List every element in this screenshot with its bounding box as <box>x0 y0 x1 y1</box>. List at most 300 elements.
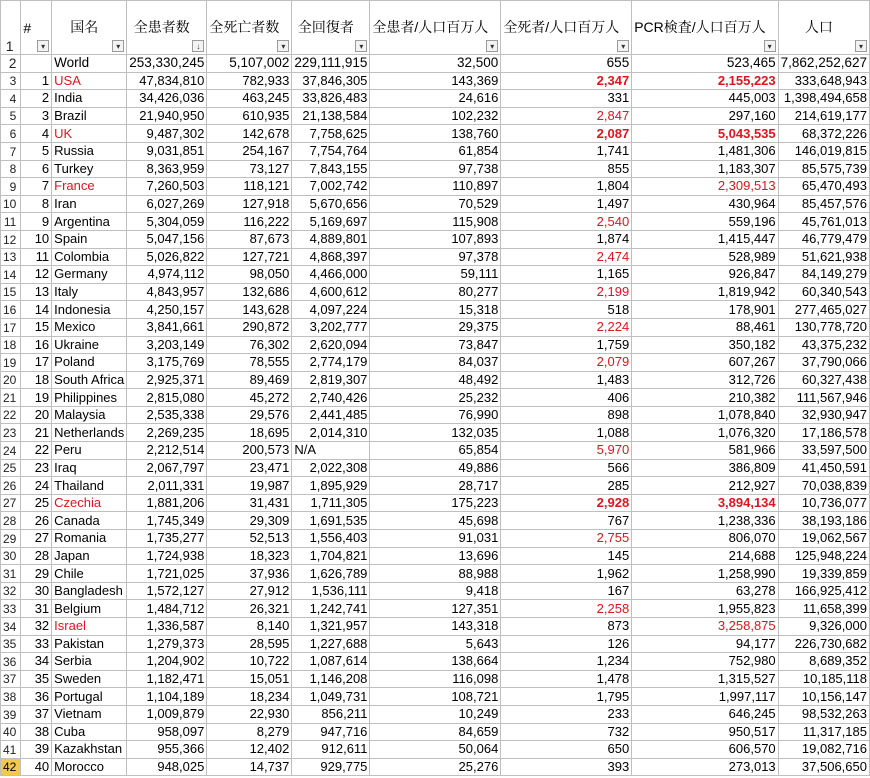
cell-cases-per-million[interactable]: 143,318 <box>370 618 501 636</box>
cell-pcr-per-million[interactable]: 178,901 <box>632 301 778 319</box>
cell-deaths-per-million[interactable]: 331 <box>501 90 632 108</box>
filter-dropdown-icon[interactable]: ▾ <box>764 40 776 52</box>
cell-deaths-per-million[interactable]: 126 <box>501 635 632 653</box>
cell-population[interactable]: 70,038,839 <box>778 477 869 495</box>
filter-dropdown-icon[interactable]: ▾ <box>617 40 629 52</box>
cell-total-recovered[interactable]: 856,211 <box>292 705 370 723</box>
cell-total-recovered[interactable]: 4,097,224 <box>292 301 370 319</box>
cell-total-recovered[interactable]: 2,014,310 <box>292 424 370 442</box>
cell-total-deaths[interactable]: 22,930 <box>207 705 292 723</box>
cell-deaths-per-million[interactable]: 566 <box>501 459 632 477</box>
cell-population[interactable]: 146,019,815 <box>778 142 869 160</box>
column-header-total-cases[interactable] <box>127 1 207 55</box>
cell-rank[interactable]: 20 <box>21 406 52 424</box>
cell-deaths-per-million[interactable]: 2,347 <box>501 72 632 90</box>
cell-total-recovered[interactable]: 3,202,777 <box>292 318 370 336</box>
cell-deaths-per-million[interactable]: 898 <box>501 406 632 424</box>
cell-country[interactable]: Romania <box>52 530 127 548</box>
column-header-pcr-per-million[interactable] <box>632 1 778 55</box>
cell-rank[interactable]: 1 <box>21 72 52 90</box>
cell-total-deaths[interactable]: 29,309 <box>207 512 292 530</box>
cell-rank[interactable]: 16 <box>21 336 52 354</box>
cell-deaths-per-million[interactable]: 2,087 <box>501 125 632 143</box>
cell-total-recovered[interactable]: 7,754,764 <box>292 142 370 160</box>
cell-pcr-per-million[interactable]: 312,726 <box>632 371 778 389</box>
row-header[interactable]: 31 <box>1 565 21 583</box>
cell-total-deaths[interactable]: 290,872 <box>207 318 292 336</box>
cell-pcr-per-million[interactable]: 752,980 <box>632 653 778 671</box>
cell-total-deaths[interactable]: 12,402 <box>207 741 292 759</box>
cell-country[interactable]: Morocco <box>52 758 127 776</box>
cell-pcr-per-million[interactable]: 3,258,875 <box>632 618 778 636</box>
cell-cases-per-million[interactable]: 138,760 <box>370 125 501 143</box>
cell-total-deaths[interactable]: 5,107,002 <box>207 55 292 73</box>
cell-total-cases[interactable]: 1,182,471 <box>127 670 207 688</box>
cell-total-cases[interactable]: 1,745,349 <box>127 512 207 530</box>
cell-cases-per-million[interactable]: 45,698 <box>370 512 501 530</box>
cell-deaths-per-million[interactable]: 2,199 <box>501 283 632 301</box>
cell-cases-per-million[interactable]: 97,738 <box>370 160 501 178</box>
cell-cases-per-million[interactable]: 84,037 <box>370 354 501 372</box>
cell-total-cases[interactable]: 4,250,157 <box>127 301 207 319</box>
cell-cases-per-million[interactable]: 25,276 <box>370 758 501 776</box>
cell-total-deaths[interactable]: 78,555 <box>207 354 292 372</box>
cell-pcr-per-million[interactable]: 1,076,320 <box>632 424 778 442</box>
cell-population[interactable]: 10,185,118 <box>778 670 869 688</box>
cell-total-deaths[interactable]: 10,722 <box>207 653 292 671</box>
cell-deaths-per-million[interactable]: 1,759 <box>501 336 632 354</box>
cell-country[interactable]: UK <box>52 125 127 143</box>
cell-rank[interactable]: 4 <box>21 125 52 143</box>
cell-total-deaths[interactable]: 76,302 <box>207 336 292 354</box>
cell-cases-per-million[interactable]: 107,893 <box>370 230 501 248</box>
column-header-deaths-per-million[interactable] <box>501 1 632 55</box>
cell-total-recovered[interactable]: 2,740,426 <box>292 389 370 407</box>
cell-country[interactable]: Spain <box>52 230 127 248</box>
cell-country[interactable]: Serbia <box>52 653 127 671</box>
cell-rank[interactable]: 31 <box>21 600 52 618</box>
cell-total-recovered[interactable]: 1,087,614 <box>292 653 370 671</box>
cell-pcr-per-million[interactable]: 445,003 <box>632 90 778 108</box>
cell-pcr-per-million[interactable]: 607,267 <box>632 354 778 372</box>
cell-rank[interactable]: 26 <box>21 512 52 530</box>
cell-deaths-per-million[interactable]: 1,804 <box>501 178 632 196</box>
cell-country[interactable]: Indonesia <box>52 301 127 319</box>
cell-total-cases[interactable]: 4,843,957 <box>127 283 207 301</box>
cell-deaths-per-million[interactable]: 1,874 <box>501 230 632 248</box>
cell-total-deaths[interactable]: 37,936 <box>207 565 292 583</box>
cell-country[interactable]: France <box>52 178 127 196</box>
cell-deaths-per-million[interactable]: 167 <box>501 582 632 600</box>
cell-total-deaths[interactable]: 782,933 <box>207 72 292 90</box>
cell-total-recovered[interactable]: 912,611 <box>292 741 370 759</box>
cell-deaths-per-million[interactable]: 393 <box>501 758 632 776</box>
cell-pcr-per-million[interactable]: 559,196 <box>632 213 778 231</box>
cell-pcr-per-million[interactable]: 88,461 <box>632 318 778 336</box>
column-header-rank[interactable] <box>21 1 52 55</box>
cell-pcr-per-million[interactable]: 2,309,513 <box>632 178 778 196</box>
cell-population[interactable]: 11,317,185 <box>778 723 869 741</box>
filter-dropdown-icon[interactable]: ▾ <box>277 40 289 52</box>
cell-deaths-per-million[interactable]: 2,224 <box>501 318 632 336</box>
cell-pcr-per-million[interactable]: 1,238,336 <box>632 512 778 530</box>
cell-cases-per-million[interactable]: 70,529 <box>370 195 501 213</box>
cell-total-recovered[interactable]: 4,466,000 <box>292 266 370 284</box>
row-header[interactable]: 32 <box>1 582 21 600</box>
cell-cases-per-million[interactable]: 50,064 <box>370 741 501 759</box>
cell-cases-per-million[interactable]: 115,908 <box>370 213 501 231</box>
row-header[interactable]: 34 <box>1 618 21 636</box>
cell-pcr-per-million[interactable]: 806,070 <box>632 530 778 548</box>
filter-dropdown-icon[interactable]: ▾ <box>855 40 867 52</box>
cell-rank[interactable]: 5 <box>21 142 52 160</box>
cell-country[interactable]: Italy <box>52 283 127 301</box>
cell-cases-per-million[interactable]: 32,500 <box>370 55 501 73</box>
cell-country[interactable]: Iraq <box>52 459 127 477</box>
cell-deaths-per-million[interactable]: 145 <box>501 547 632 565</box>
cell-deaths-per-million[interactable]: 855 <box>501 160 632 178</box>
cell-pcr-per-million[interactable]: 1,315,527 <box>632 670 778 688</box>
cell-country[interactable]: Poland <box>52 354 127 372</box>
cell-cases-per-million[interactable]: 132,035 <box>370 424 501 442</box>
cell-total-recovered[interactable]: 1,704,821 <box>292 547 370 565</box>
cell-deaths-per-million[interactable]: 1,497 <box>501 195 632 213</box>
cell-rank[interactable]: 8 <box>21 195 52 213</box>
cell-deaths-per-million[interactable]: 1,088 <box>501 424 632 442</box>
cell-population[interactable]: 43,375,232 <box>778 336 869 354</box>
row-header[interactable]: 1 <box>1 1 21 55</box>
row-header[interactable]: 12 <box>1 230 21 248</box>
cell-cases-per-million[interactable]: 97,378 <box>370 248 501 266</box>
cell-country[interactable]: USA <box>52 72 127 90</box>
cell-country[interactable]: Ukraine <box>52 336 127 354</box>
cell-total-deaths[interactable]: 132,686 <box>207 283 292 301</box>
cell-cases-per-million[interactable]: 5,643 <box>370 635 501 653</box>
cell-population[interactable]: 19,082,716 <box>778 741 869 759</box>
cell-deaths-per-million[interactable]: 1,478 <box>501 670 632 688</box>
cell-total-recovered[interactable]: 5,169,697 <box>292 213 370 231</box>
cell-pcr-per-million[interactable]: 581,966 <box>632 442 778 460</box>
cell-cases-per-million[interactable]: 29,375 <box>370 318 501 336</box>
cell-country[interactable]: Brazil <box>52 107 127 125</box>
row-header[interactable]: 25 <box>1 459 21 477</box>
filter-dropdown-icon[interactable]: ▾ <box>355 40 367 52</box>
column-header-country[interactable] <box>52 1 127 55</box>
column-header-total-recovered[interactable] <box>292 1 370 55</box>
cell-total-deaths[interactable]: 118,121 <box>207 178 292 196</box>
cell-total-deaths[interactable]: 8,140 <box>207 618 292 636</box>
sort-descending-icon[interactable]: ↓ <box>192 40 204 52</box>
cell-total-cases[interactable]: 958,097 <box>127 723 207 741</box>
cell-population[interactable]: 41,450,591 <box>778 459 869 477</box>
cell-total-deaths[interactable]: 89,469 <box>207 371 292 389</box>
cell-total-cases[interactable]: 3,203,149 <box>127 336 207 354</box>
row-header[interactable]: 20 <box>1 371 21 389</box>
cell-pcr-per-million[interactable]: 1,997,117 <box>632 688 778 706</box>
cell-total-deaths[interactable]: 18,695 <box>207 424 292 442</box>
cell-cases-per-million[interactable]: 59,111 <box>370 266 501 284</box>
cell-total-cases[interactable]: 1,484,712 <box>127 600 207 618</box>
cell-country[interactable]: Pakistan <box>52 635 127 653</box>
cell-deaths-per-million[interactable]: 1,234 <box>501 653 632 671</box>
cell-country[interactable]: Belgium <box>52 600 127 618</box>
cell-population[interactable]: 1,398,494,658 <box>778 90 869 108</box>
cell-country[interactable]: Mexico <box>52 318 127 336</box>
row-header[interactable]: 9 <box>1 178 21 196</box>
cell-pcr-per-million[interactable]: 1,819,942 <box>632 283 778 301</box>
cell-country[interactable]: Chile <box>52 565 127 583</box>
cell-total-cases[interactable]: 1,881,206 <box>127 494 207 512</box>
row-header[interactable]: 42 <box>1 758 21 776</box>
cell-population[interactable]: 125,948,224 <box>778 547 869 565</box>
cell-rank[interactable]: 2 <box>21 90 52 108</box>
cell-total-recovered[interactable]: 1,691,535 <box>292 512 370 530</box>
cell-total-cases[interactable]: 6,027,269 <box>127 195 207 213</box>
cell-rank[interactable]: 34 <box>21 653 52 671</box>
cell-country[interactable]: India <box>52 90 127 108</box>
cell-deaths-per-million[interactable]: 1,741 <box>501 142 632 160</box>
cell-deaths-per-million[interactable]: 873 <box>501 618 632 636</box>
cell-cases-per-million[interactable]: 49,886 <box>370 459 501 477</box>
cell-deaths-per-million[interactable]: 233 <box>501 705 632 723</box>
row-header[interactable]: 2 <box>1 55 21 73</box>
cell-deaths-per-million[interactable]: 1,483 <box>501 371 632 389</box>
cell-total-cases[interactable]: 3,841,661 <box>127 318 207 336</box>
row-header[interactable]: 22 <box>1 406 21 424</box>
cell-pcr-per-million[interactable]: 926,847 <box>632 266 778 284</box>
cell-total-recovered[interactable]: 1,536,111 <box>292 582 370 600</box>
cell-rank[interactable]: 23 <box>21 459 52 477</box>
column-header-cases-per-million[interactable] <box>370 1 501 55</box>
cell-total-recovered[interactable]: 7,002,742 <box>292 178 370 196</box>
cell-country[interactable]: Turkey <box>52 160 127 178</box>
cell-total-deaths[interactable]: 143,628 <box>207 301 292 319</box>
cell-population[interactable]: 68,372,226 <box>778 125 869 143</box>
cell-total-cases[interactable]: 21,940,950 <box>127 107 207 125</box>
row-header[interactable]: 15 <box>1 283 21 301</box>
row-header[interactable]: 24 <box>1 442 21 460</box>
row-header[interactable]: 21 <box>1 389 21 407</box>
cell-deaths-per-million[interactable]: 518 <box>501 301 632 319</box>
cell-total-deaths[interactable]: 31,431 <box>207 494 292 512</box>
cell-total-cases[interactable]: 2,269,235 <box>127 424 207 442</box>
cell-cases-per-million[interactable]: 110,897 <box>370 178 501 196</box>
cell-total-recovered[interactable]: 7,843,155 <box>292 160 370 178</box>
cell-pcr-per-million[interactable]: 1,415,447 <box>632 230 778 248</box>
row-header[interactable]: 28 <box>1 512 21 530</box>
cell-rank[interactable]: 12 <box>21 266 52 284</box>
cell-cases-per-million[interactable]: 138,664 <box>370 653 501 671</box>
cell-rank[interactable]: 13 <box>21 283 52 301</box>
cell-rank[interactable]: 7 <box>21 178 52 196</box>
cell-total-deaths[interactable]: 610,935 <box>207 107 292 125</box>
cell-deaths-per-million[interactable]: 767 <box>501 512 632 530</box>
cell-pcr-per-million[interactable]: 646,245 <box>632 705 778 723</box>
cell-pcr-per-million[interactable]: 210,382 <box>632 389 778 407</box>
cell-total-recovered[interactable]: 4,889,801 <box>292 230 370 248</box>
cell-total-cases[interactable]: 9,031,851 <box>127 142 207 160</box>
cell-population[interactable]: 10,736,077 <box>778 494 869 512</box>
cell-cases-per-million[interactable]: 65,854 <box>370 442 501 460</box>
cell-total-deaths[interactable]: 19,987 <box>207 477 292 495</box>
cell-total-deaths[interactable]: 98,050 <box>207 266 292 284</box>
cell-total-cases[interactable]: 9,487,302 <box>127 125 207 143</box>
row-header[interactable]: 14 <box>1 266 21 284</box>
row-header[interactable]: 13 <box>1 248 21 266</box>
cell-population[interactable]: 85,575,739 <box>778 160 869 178</box>
cell-country[interactable]: Israel <box>52 618 127 636</box>
cell-pcr-per-million[interactable]: 350,182 <box>632 336 778 354</box>
cell-total-cases[interactable]: 1,009,879 <box>127 705 207 723</box>
cell-total-cases[interactable]: 2,535,338 <box>127 406 207 424</box>
cell-cases-per-million[interactable]: 175,223 <box>370 494 501 512</box>
cell-cases-per-million[interactable]: 80,277 <box>370 283 501 301</box>
cell-population[interactable]: 65,470,493 <box>778 178 869 196</box>
cell-total-recovered[interactable]: 2,819,307 <box>292 371 370 389</box>
cell-pcr-per-million[interactable]: 1,078,840 <box>632 406 778 424</box>
cell-cases-per-million[interactable]: 48,492 <box>370 371 501 389</box>
cell-country[interactable]: Portugal <box>52 688 127 706</box>
cell-total-cases[interactable]: 5,304,059 <box>127 213 207 231</box>
cell-pcr-per-million[interactable]: 386,809 <box>632 459 778 477</box>
row-header[interactable]: 17 <box>1 318 21 336</box>
row-header[interactable]: 8 <box>1 160 21 178</box>
cell-country[interactable]: Argentina <box>52 213 127 231</box>
cell-rank[interactable]: 39 <box>21 741 52 759</box>
cell-total-recovered[interactable]: 33,826,483 <box>292 90 370 108</box>
cell-total-cases[interactable]: 47,834,810 <box>127 72 207 90</box>
row-header[interactable]: 36 <box>1 653 21 671</box>
cell-population[interactable]: 37,506,650 <box>778 758 869 776</box>
cell-country[interactable]: South Africa <box>52 371 127 389</box>
cell-population[interactable]: 60,340,543 <box>778 283 869 301</box>
cell-country[interactable]: Peru <box>52 442 127 460</box>
cell-pcr-per-million[interactable]: 3,894,134 <box>632 494 778 512</box>
cell-total-cases[interactable]: 2,067,797 <box>127 459 207 477</box>
cell-rank[interactable]: 35 <box>21 670 52 688</box>
cell-rank[interactable]: 10 <box>21 230 52 248</box>
cell-cases-per-million[interactable]: 143,369 <box>370 72 501 90</box>
cell-total-cases[interactable]: 5,026,822 <box>127 248 207 266</box>
cell-cases-per-million[interactable]: 84,659 <box>370 723 501 741</box>
cell-total-recovered[interactable]: 1,242,741 <box>292 600 370 618</box>
cell-population[interactable]: 45,761,013 <box>778 213 869 231</box>
cell-pcr-per-million[interactable]: 523,465 <box>632 55 778 73</box>
cell-total-recovered[interactable]: 7,758,625 <box>292 125 370 143</box>
cell-pcr-per-million[interactable]: 5,043,535 <box>632 125 778 143</box>
cell-population[interactable]: 19,339,859 <box>778 565 869 583</box>
cell-population[interactable]: 85,457,576 <box>778 195 869 213</box>
cell-total-deaths[interactable]: 142,678 <box>207 125 292 143</box>
cell-country[interactable]: Philippines <box>52 389 127 407</box>
cell-country[interactable]: Bangladesh <box>52 582 127 600</box>
cell-population[interactable]: 9,326,000 <box>778 618 869 636</box>
cell-total-deaths[interactable]: 27,912 <box>207 582 292 600</box>
cell-rank[interactable]: 3 <box>21 107 52 125</box>
cell-total-cases[interactable]: 1,104,189 <box>127 688 207 706</box>
cell-cases-per-million[interactable]: 61,854 <box>370 142 501 160</box>
cell-country[interactable]: Japan <box>52 547 127 565</box>
cell-total-deaths[interactable]: 8,279 <box>207 723 292 741</box>
cell-population[interactable]: 277,465,027 <box>778 301 869 319</box>
cell-rank[interactable]: 11 <box>21 248 52 266</box>
cell-total-recovered[interactable]: 1,146,208 <box>292 670 370 688</box>
cell-rank[interactable]: 9 <box>21 213 52 231</box>
cell-total-deaths[interactable]: 254,167 <box>207 142 292 160</box>
cell-pcr-per-million[interactable]: 1,955,823 <box>632 600 778 618</box>
cell-rank[interactable]: 27 <box>21 530 52 548</box>
cell-rank[interactable]: 15 <box>21 318 52 336</box>
cell-rank[interactable]: 22 <box>21 442 52 460</box>
row-header[interactable]: 41 <box>1 741 21 759</box>
cell-population[interactable]: 60,327,438 <box>778 371 869 389</box>
cell-total-cases[interactable]: 1,721,025 <box>127 565 207 583</box>
cell-total-cases[interactable]: 955,366 <box>127 741 207 759</box>
cell-total-cases[interactable]: 1,204,902 <box>127 653 207 671</box>
cell-total-deaths[interactable]: 52,513 <box>207 530 292 548</box>
cell-total-cases[interactable]: 253,330,245 <box>127 55 207 73</box>
cell-country[interactable]: Canada <box>52 512 127 530</box>
cell-cases-per-million[interactable]: 9,418 <box>370 582 501 600</box>
cell-total-cases[interactable]: 5,047,156 <box>127 230 207 248</box>
cell-deaths-per-million[interactable]: 2,755 <box>501 530 632 548</box>
cell-pcr-per-million[interactable]: 950,517 <box>632 723 778 741</box>
cell-deaths-per-million[interactable]: 5,970 <box>501 442 632 460</box>
cell-population[interactable]: 17,186,578 <box>778 424 869 442</box>
cell-rank[interactable]: 19 <box>21 389 52 407</box>
cell-total-deaths[interactable]: 15,051 <box>207 670 292 688</box>
cell-population[interactable]: 333,648,943 <box>778 72 869 90</box>
cell-deaths-per-million[interactable]: 2,928 <box>501 494 632 512</box>
cell-total-deaths[interactable]: 73,127 <box>207 160 292 178</box>
cell-cases-per-million[interactable]: 108,721 <box>370 688 501 706</box>
cell-total-cases[interactable]: 1,735,277 <box>127 530 207 548</box>
cell-population[interactable]: 32,930,947 <box>778 406 869 424</box>
cell-rank[interactable] <box>21 55 52 73</box>
cell-country[interactable]: Iran <box>52 195 127 213</box>
cell-pcr-per-million[interactable]: 430,964 <box>632 195 778 213</box>
column-header-total-deaths[interactable] <box>207 1 292 55</box>
cell-total-deaths[interactable]: 87,673 <box>207 230 292 248</box>
cell-population[interactable]: 8,689,352 <box>778 653 869 671</box>
cell-total-recovered[interactable]: 229,111,915 <box>292 55 370 73</box>
row-header[interactable]: 4 <box>1 90 21 108</box>
cell-rank[interactable]: 30 <box>21 582 52 600</box>
cell-total-cases[interactable]: 4,974,112 <box>127 266 207 284</box>
cell-total-deaths[interactable]: 463,245 <box>207 90 292 108</box>
cell-pcr-per-million[interactable]: 1,183,307 <box>632 160 778 178</box>
cell-rank[interactable]: 17 <box>21 354 52 372</box>
row-header[interactable]: 6 <box>1 125 21 143</box>
cell-total-recovered[interactable]: 1,626,789 <box>292 565 370 583</box>
cell-total-recovered[interactable]: 2,774,179 <box>292 354 370 372</box>
row-header[interactable]: 16 <box>1 301 21 319</box>
cell-deaths-per-million[interactable]: 1,962 <box>501 565 632 583</box>
row-header[interactable]: 37 <box>1 670 21 688</box>
cell-total-recovered[interactable]: 21,138,584 <box>292 107 370 125</box>
cell-country[interactable]: Kazakhstan <box>52 741 127 759</box>
row-header[interactable]: 30 <box>1 547 21 565</box>
cell-country[interactable]: Russia <box>52 142 127 160</box>
cell-total-recovered[interactable]: 1,227,688 <box>292 635 370 653</box>
cell-cases-per-million[interactable]: 28,717 <box>370 477 501 495</box>
cell-rank[interactable]: 38 <box>21 723 52 741</box>
cell-pcr-per-million[interactable]: 63,278 <box>632 582 778 600</box>
row-header[interactable]: 3 <box>1 72 21 90</box>
cell-total-recovered[interactable]: 37,846,305 <box>292 72 370 90</box>
cell-pcr-per-million[interactable]: 606,570 <box>632 741 778 759</box>
cell-country[interactable]: Vietnam <box>52 705 127 723</box>
